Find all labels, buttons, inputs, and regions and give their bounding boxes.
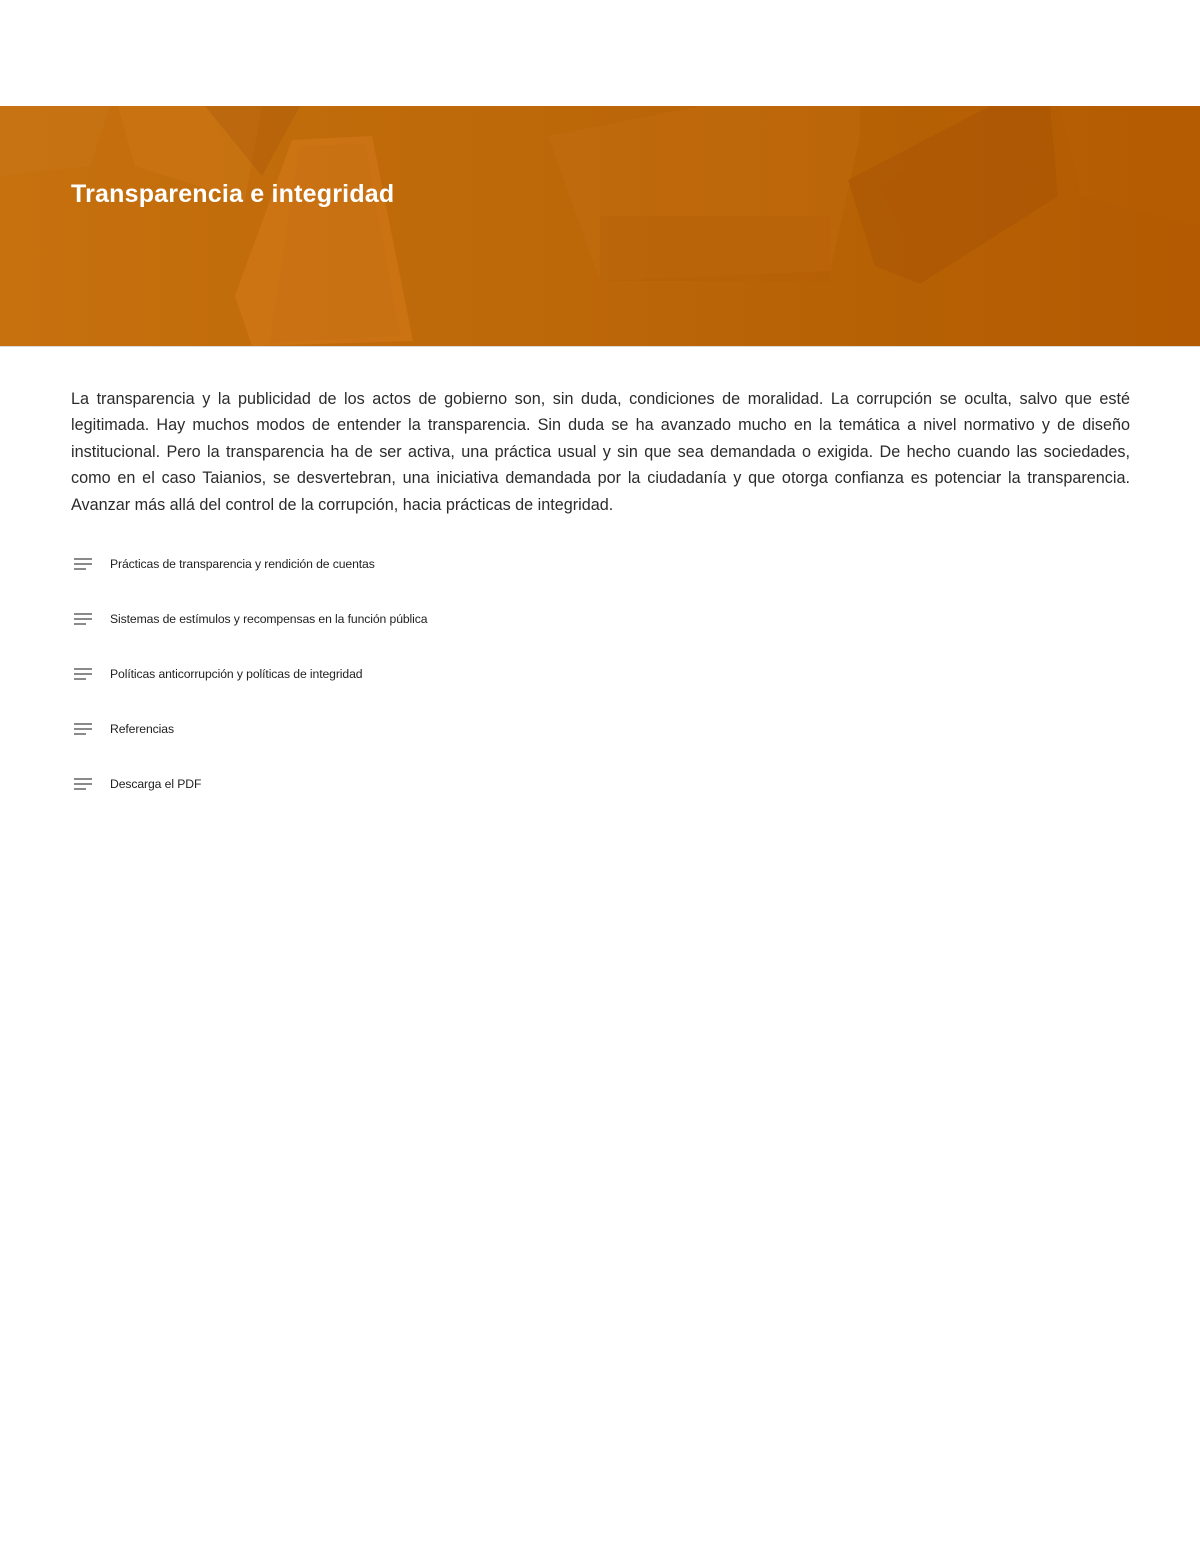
toc-item-label: Referencias: [110, 722, 174, 736]
table-of-contents: [74, 550, 427, 825]
intro-paragraph: La transparencia y la publicidad de los actos de gobierno son, sin duda, condiciones de moralidad. La corrupción se oculta, salvo que esté legitimada. Hay muchos modos de entender la transparencia. Sin duda se ha avanzado mucho en la temática a nivel normativo y de diseño institucional. Pero la transparencia ha de ser activa, una práctica usual y sin que sea demandada o exigida. De hecho cuando las sociedades, como en el caso Taianios, se desvertebran, una iniciativa demandada por la ciudadanía y que otorga confianza es potenciar la transparencia. Avanzar más allá del control de la corrupción, hacia prácticas de integridad.: [71, 390, 1130, 514]
page-title: Transparencia e integridad: [71, 180, 395, 208]
text-lines-icon: [74, 557, 94, 571]
toc-item-label: Políticas anticorrupción y políticas de integridad: [110, 667, 363, 681]
toc-item-practicas-transparencia[interactable]: [74, 550, 427, 578]
toc-item-referencias[interactable]: [74, 715, 427, 743]
text-lines-icon: [74, 667, 94, 681]
toc-item-label: Prácticas de transparencia y rendición de cuentas: [110, 557, 375, 571]
banner-divider: [0, 346, 1200, 347]
banner-background-image: [0, 106, 1200, 346]
toc-item-descarga-pdf[interactable]: [74, 770, 427, 798]
text-lines-icon: [74, 777, 94, 791]
header-banner: [0, 106, 1200, 346]
text-lines-icon: [74, 612, 94, 626]
toc-item-label: Sistemas de estímulos y recompensas en la función pública: [110, 612, 428, 626]
toc-item-label: Descarga el PDF: [110, 777, 202, 791]
text-lines-icon: [74, 722, 94, 736]
toc-item-politicas-anticorrupcion[interactable]: [74, 660, 427, 688]
toc-item-sistemas-estimulos[interactable]: [74, 605, 427, 633]
